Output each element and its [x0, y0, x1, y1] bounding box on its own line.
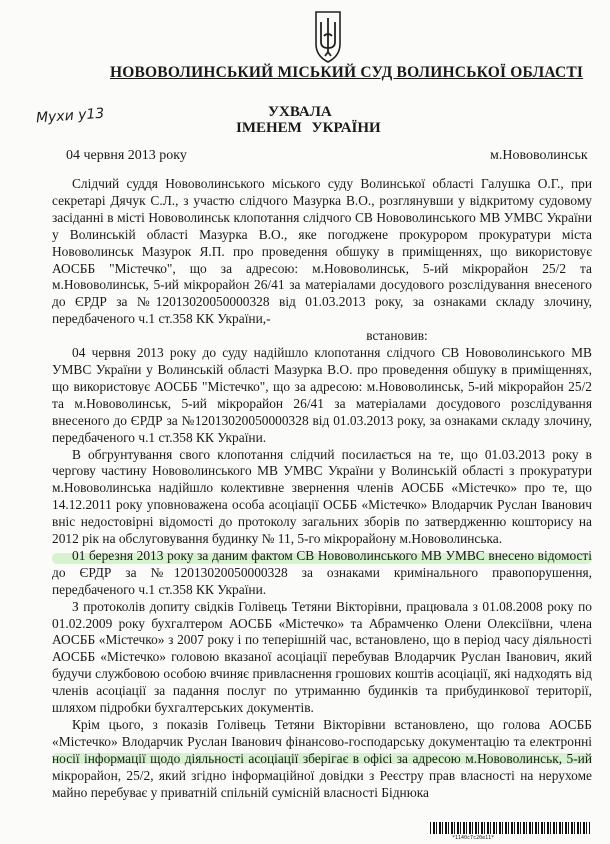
- handwritten-note: Мухи у13: [35, 105, 105, 127]
- document-subtitle: ІМЕНЕМ УКРАЇНИ: [236, 120, 381, 136]
- paragraph-intro: Слідчий суддя Нововолинського міського суду Волинської області Галушка О.Г., при секретарі Дячук С.Л., з участю слідчого Мазурка В.О., розглянувши у відкритому судовому засіданні в місті Нововолинськ клопотання слідчого СВ Нововолинського МВ УМВС України у Волинській області Мазурка В.О., яке погоджене прокурором прокуратури міста Нововолинськ Мазурок Я.П. про проведення обшуку в приміщеннях, що використовує АОСББ "Містечко", що за адресою: м.Нововолинськ, 5-ий мікрорайон 25/2 та м.Нововолинськ, 5-ий мікрорайон 26/41 за матеріалами досудового розслідування внесеного до ЄРДР за №12013020050000328 від 01.03.2013 року, за ознаками складу злочину, передбаченого ч.1 ст.358 КК України,-: [52, 176, 592, 327]
- court-name-heading: НОВОВОЛИНСЬКИЙ МІСЬКИЙ СУД ВОЛИНСЬКОЇ ОБЛАСТІ: [110, 64, 584, 81]
- paragraph-registration: 01 березня 2013 року за даним фактом СВ Нововолинського МВ УМВС внесено відомості до ЄРДР за №12013020050000328 за ознаками кримінального правопорушення, передбаченого ч.1 ст.358 КК України.: [52, 547, 592, 597]
- barcode-icon: [430, 822, 590, 834]
- ruling-body: [52, 176, 592, 802]
- document-city: м.Нововолинськ: [490, 148, 588, 163]
- barcode-number: *1140с7с20е11*: [452, 835, 495, 841]
- document-title: УХВАЛА: [268, 104, 332, 120]
- paragraph-established: встановив:: [366, 328, 428, 344]
- paragraph-petition: 04 червня 2013 року до суду надійшло клопотання слідчого СВ Нововолинського МВ УМВС України у Волинській області Мазурка В.О. про проведення обшуку в приміщеннях, що використовує АОСББ "Містечко", що за адресою: м.Нововолинськ, 5-ий мікрорайон 25/2 та м.Нововолинськ, 5-ий мікрорайон 26/41 за матеріалами досудового розслідування внесеного до ЄРДР за №12013020050000328 від 01.03.2013 року, за ознаками складу злочину, передбаченого ч.1 ст.358 КК України.: [52, 345, 592, 445]
- document-date: 04 червня 2013 року: [66, 148, 187, 163]
- paragraph-witnesses: З протоколів допиту свідків Голівець Тетяни Вікторівни, працювала з 01.08.2008 року по 01.02.2009 року бухгалтером АОСББ «Містечко» та Абрамченко Олени Олексіївни, члена АОСББ «Містечко» з 2007 року і по теперішній час, встановлено, що в період часу діяльності АОСББ «Містечко» головою вказаної асоціації перебував Влодарчик Руслан Іванович, який будучи службовою особою вчиняє привласнення грошових коштів асоціації, які надходять від членів асоціації за падання послуг по утриманню будинків та прибудинкової території, шляхом підробки бухгалтерських документів.: [52, 598, 592, 716]
- paragraph-testimony: Крім цього, з показів Голівець Тетяни Вікторівни встановлено, що голова АОСББ «Містечко» Влодарчик Руслан Іванович фінансово-господарську документацію та електронні носії інформації щодо діяльності асоціації зберігає в офісі за адресою м.Нововолинськ, 5-ий мікрорайон, 25/2, який згідно інформаційної довідки з Реєстру прав власності на нерухоме майно перебуває у приватній спільній сумісній власності Біднюка: [52, 717, 592, 800]
- paragraph-grounds: В обгрунтування свого клопотання слідчий посилається на те, що 01.03.2013 року в чергову частину Нововолинського МВ УМВС України у Волинській області з прокуратури м.Нововолинська надійшло колективне звернення членів АОСББ «Містечко» про те, що 14.12.2011 року уповноважена особа асоціації ОСББ «Містечко» Влодарчик Руслан Іванович вніс недостовірні відомості до протоколу загальних зборів по затвердженню кошторису на 2012 рік на обслуговування будинку № 11, 5-го мікрорайону м.Нововолинська.: [52, 446, 592, 547]
- coat-of-arms-trident-icon: [313, 8, 343, 66]
